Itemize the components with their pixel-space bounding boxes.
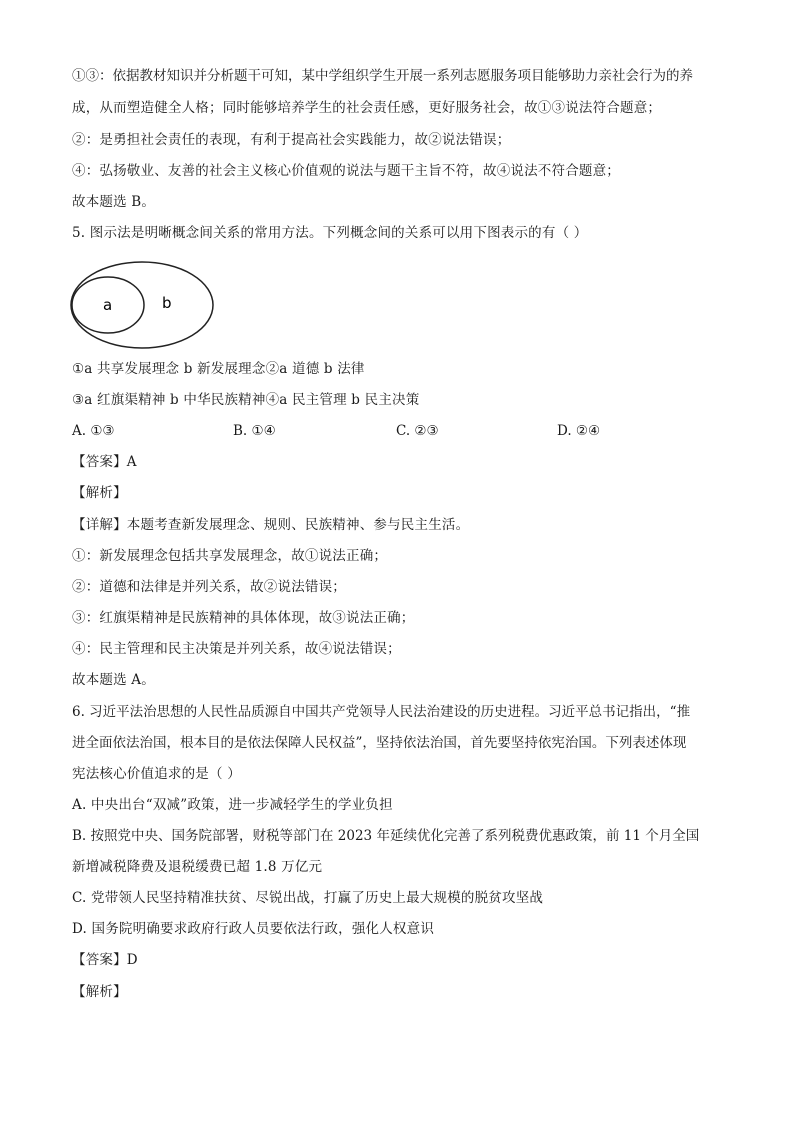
q5-option-c: C. ②③ — [396, 423, 439, 439]
q4-analysis-line: 成，从而塑造健全人格；同时能够培养学生的社会责任感，更好服务社会，故①③说法符合题意； — [72, 100, 662, 116]
venn-diagram — [66, 258, 218, 352]
q5-detail-line: ④：民主管理和民主决策是并列关系，故④说法错误； — [72, 641, 401, 657]
q4-analysis-line: ④：弘扬敬业、友善的社会主义核心价值观的说法与题干主旨不符，故④说法不符合题意； — [72, 163, 620, 179]
venn-label-b: b — [162, 294, 172, 312]
q6-option-c: C. 党带领人民坚持精准扶贫、尽锐出战，打赢了历史上最大规模的脱贫攻坚战 — [72, 890, 544, 906]
q6-answer: 【答案】D — [72, 952, 138, 968]
q5-stem: 5. 图示法是明晰概念间关系的常用方法。下列概念间的关系可以用下图表示的有（ ） — [72, 225, 588, 241]
q4-analysis-line: ①③：依据教材知识并分析题干可知，某中学组织学生开展一系列志愿服务项目能够助力亲社会行为的养 — [72, 68, 693, 84]
q4-conclusion: 故本题选 B。 — [72, 194, 156, 210]
q6-stem-line: 6. 习近平法治思想的人民性品质源自中国共产党领导人民法治建设的历史进程。习近平总书记指出，“推 — [72, 704, 691, 720]
q6-option-a: A. 中央出台“双减”政策，进一步减轻学生的学业负担 — [72, 797, 393, 813]
q5-detail-line: ②：道德和法律是并列关系，故②说法错误； — [72, 579, 346, 595]
q5-detail-line: ③：红旗渠精神是民族精神的具体体现，故③说法正确； — [72, 610, 415, 626]
q5-option-d: D. ②④ — [557, 423, 601, 439]
q6-option-d: D. 国务院明确要求政府行政人员要依法行政，强化人权意识 — [72, 921, 435, 937]
q5-detail-line: ①：新发展理念包括共享发展理念，故①说法正确； — [72, 548, 388, 564]
q5-statements-line: ①a 共享发展理念 b 新发展理念②a 道德 b 法律 — [72, 361, 365, 377]
q5-detail-line: 【详解】本题考查新发展理念、规则、民族精神、参与民主生活。 — [72, 517, 470, 533]
q6-stem-line: 进全面依法治国，根本目的是依法保障人民权益”，坚持依法治国，首先要坚持依宪治国。下列表述体现 — [72, 735, 687, 751]
outer-ellipse-b — [71, 262, 213, 348]
q4-analysis-line: ②：是勇担社会责任的表现，有利于提高社会实践能力，故②说法错误； — [72, 132, 511, 148]
q6-analysis-label: 【解析】 — [72, 984, 127, 1000]
q5-option-a: A. ①③ — [72, 423, 115, 439]
q5-option-b: B. ①④ — [233, 423, 276, 439]
q6-stem-line: 宪法核心价值追求的是（ ） — [72, 766, 241, 782]
q6-option-b: B. 按照党中央、国务院部署，财税等部门在 2023 年延续优化完善了系列税费优惠政策，前 11 个月全国 — [72, 828, 700, 844]
q5-analysis-label: 【解析】 — [72, 485, 127, 501]
q5-statements-line: ③a 红旗渠精神 b 中华民族精神④a 民主管理 b 民主决策 — [72, 392, 420, 408]
q5-conclusion: 故本题选 A。 — [72, 672, 155, 688]
q6-option-b-cont: 新增减税降费及退税缓费已超 1.8 万亿元 — [72, 859, 323, 875]
q5-answer: 【答案】A — [72, 454, 137, 470]
venn-label-a: a — [103, 296, 113, 314]
